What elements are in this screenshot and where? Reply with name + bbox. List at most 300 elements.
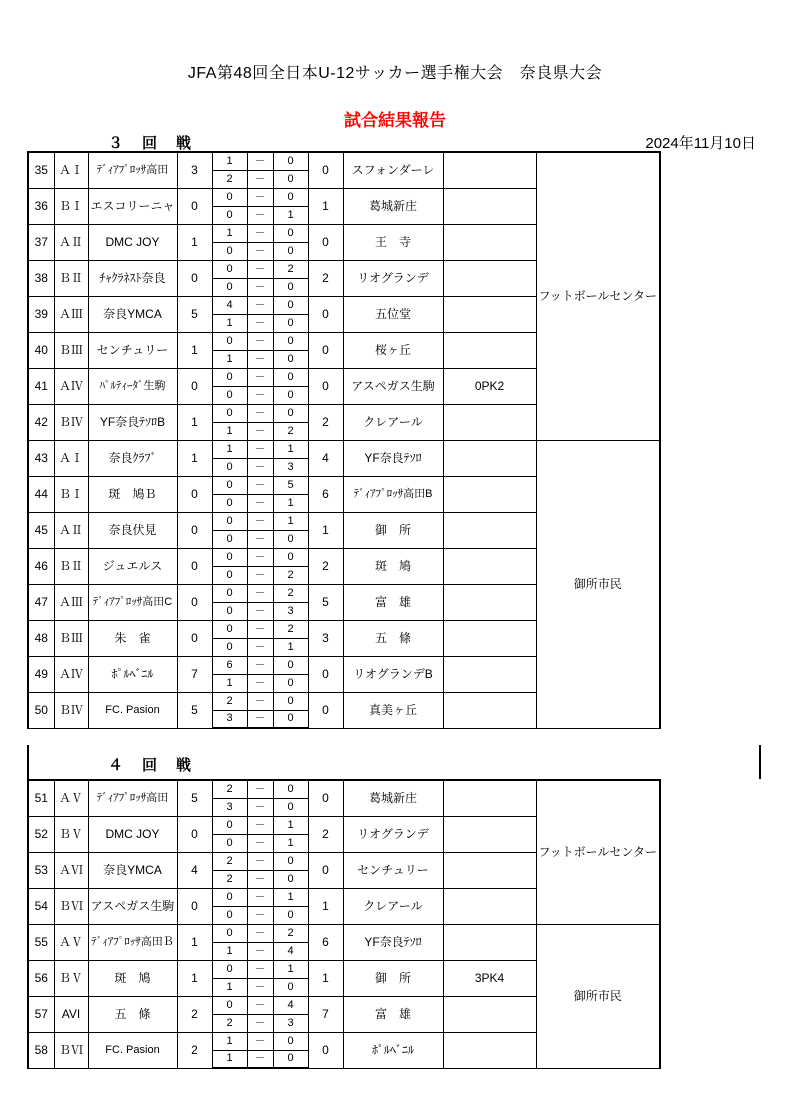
home-total-score: 7 [177, 656, 212, 692]
away-total-score: 4 [308, 440, 343, 476]
away-second-half-score: 0 [273, 1050, 308, 1068]
away-first-half-score: 1 [273, 440, 308, 458]
home-second-half-score: 1 [212, 674, 247, 692]
away-first-half-score: 0 [273, 548, 308, 566]
home-total-score: 3 [177, 152, 212, 188]
match-date: 2024年11月10日 [645, 135, 756, 152]
group-label: ＢⅡ [54, 548, 88, 584]
away-first-half-score: 0 [273, 780, 308, 798]
home-second-half-score: 2 [212, 170, 247, 188]
group-label: ＡⅣ [54, 656, 88, 692]
score-dash: － [247, 978, 273, 996]
match-number: 39 [28, 296, 54, 332]
away-second-half-score: 0 [273, 710, 308, 728]
pk-note [443, 656, 536, 692]
document-title: JFA第48回全日本U-12サッカー選手権大会 奈良県大会 [187, 65, 603, 82]
home-second-half-score: 2 [212, 1014, 247, 1032]
away-first-half-score: 0 [273, 404, 308, 422]
away-first-half-score: 0 [273, 852, 308, 870]
away-total-score: 1 [308, 512, 343, 548]
away-total-score: 2 [308, 816, 343, 852]
away-team: 富 雄 [343, 996, 443, 1032]
away-team: 斑 鳩 [343, 548, 443, 584]
home-first-half-score: 0 [212, 404, 247, 422]
home-team: センチュリー [88, 332, 177, 368]
score-dash: － [247, 188, 273, 206]
home-second-half-score: 1 [212, 314, 247, 332]
away-team: 真美ヶ丘 [343, 692, 443, 728]
group-label: ＢⅢ [54, 332, 88, 368]
match-row [28, 780, 660, 798]
away-first-half-score: 1 [273, 816, 308, 834]
away-team: 御 所 [343, 960, 443, 996]
pk-note [443, 296, 536, 332]
group-label: ＡⅠ [54, 152, 88, 188]
pk-note [443, 852, 536, 888]
match-number: 44 [28, 476, 54, 512]
score-dash: － [247, 870, 273, 888]
home-total-score: 1 [177, 332, 212, 368]
group-label: ＡⅢ [54, 296, 88, 332]
away-second-half-score: 0 [273, 170, 308, 188]
home-team: エスコリーニャ [88, 188, 177, 224]
away-team: リオグランデ [343, 260, 443, 296]
away-team: ﾎﾟﾙﾍﾞﾆﾙ [343, 1032, 443, 1068]
group-label: ＢⅤ [54, 960, 88, 996]
score-dash: － [247, 566, 273, 584]
home-team: アスペガス生駒 [88, 888, 177, 924]
match-number: 55 [28, 924, 54, 960]
home-team: ジュエルス [88, 548, 177, 584]
away-second-half-score: 3 [273, 602, 308, 620]
away-second-half-score: 2 [273, 422, 308, 440]
pk-note [443, 584, 536, 620]
home-team: 奈良伏見 [88, 512, 177, 548]
pk-note [443, 512, 536, 548]
pk-note [443, 404, 536, 440]
home-second-half-score: 0 [212, 278, 247, 296]
away-second-half-score: 1 [273, 206, 308, 224]
home-team: DMC JOY [88, 816, 177, 852]
match-number: 49 [28, 656, 54, 692]
home-second-half-score: 1 [212, 978, 247, 996]
score-dash: － [247, 458, 273, 476]
home-team: FC. Pasion [88, 692, 177, 728]
score-dash: － [247, 942, 273, 960]
score-dash: － [247, 386, 273, 404]
home-team: FC. Pasion [88, 1032, 177, 1068]
away-team: 五位堂 [343, 296, 443, 332]
home-total-score: 5 [177, 692, 212, 728]
round-4-heading: ４ 回 戦 [108, 757, 194, 774]
away-first-half-score: 0 [273, 296, 308, 314]
match-number: 37 [28, 224, 54, 260]
home-total-score: 0 [177, 548, 212, 584]
match-number: 53 [28, 852, 54, 888]
away-first-half-score: 0 [273, 1032, 308, 1050]
away-team: 王 寺 [343, 224, 443, 260]
match-number: 38 [28, 260, 54, 296]
home-total-score: 0 [177, 368, 212, 404]
home-first-half-score: 0 [212, 260, 247, 278]
away-first-half-score: 1 [273, 512, 308, 530]
away-total-score: 0 [308, 296, 343, 332]
score-dash: － [247, 278, 273, 296]
home-second-half-score: 0 [212, 602, 247, 620]
away-second-half-score: 0 [273, 278, 308, 296]
group-label: AVI [54, 996, 88, 1032]
match-row [28, 924, 660, 942]
away-total-score: 2 [308, 260, 343, 296]
match-number: 48 [28, 620, 54, 656]
home-first-half-score: 1 [212, 1032, 247, 1050]
away-team: リオグランデB [343, 656, 443, 692]
home-team: 奈良ｸﾗﾌﾞ [88, 440, 177, 476]
score-dash: － [247, 674, 273, 692]
score-dash: － [247, 996, 273, 1014]
pk-note [443, 780, 536, 816]
pk-note [443, 816, 536, 852]
score-dash: － [247, 440, 273, 458]
score-dash: － [247, 692, 273, 710]
home-team: ﾃﾞｨｱﾌﾟﾛｯｻ高田 [88, 780, 177, 816]
away-second-half-score: 0 [273, 798, 308, 816]
round-4-results-table [27, 779, 661, 1069]
score-dash: － [247, 224, 273, 242]
home-team: ﾁｬｸﾗﾈｽﾄ奈良 [88, 260, 177, 296]
score-dash: － [247, 710, 273, 728]
home-first-half-score: 0 [212, 996, 247, 1014]
match-number: 52 [28, 816, 54, 852]
away-second-half-score: 0 [273, 350, 308, 368]
home-second-half-score: 1 [212, 942, 247, 960]
score-dash: － [247, 512, 273, 530]
away-first-half-score: 0 [273, 188, 308, 206]
score-dash: － [247, 798, 273, 816]
group-label: ＡⅢ [54, 584, 88, 620]
away-total-score: 0 [308, 692, 343, 728]
away-total-score: 0 [308, 332, 343, 368]
report-subtitle: 試合結果報告 [344, 111, 446, 130]
score-dash: － [247, 170, 273, 188]
home-second-half-score: 1 [212, 1050, 247, 1068]
match-row [28, 152, 660, 170]
away-first-half-score: 2 [273, 924, 308, 942]
away-total-score: 3 [308, 620, 343, 656]
pk-note: 0PK2 [443, 368, 536, 404]
home-total-score: 2 [177, 1032, 212, 1068]
home-second-half-score: 0 [212, 386, 247, 404]
away-first-half-score: 0 [273, 692, 308, 710]
home-first-half-score: 4 [212, 296, 247, 314]
home-first-half-score: 0 [212, 188, 247, 206]
venue: 御所市民 [536, 440, 660, 728]
home-team: 奈良YMCA [88, 296, 177, 332]
home-second-half-score: 0 [212, 834, 247, 852]
home-team: ﾎﾟﾙﾍﾞﾆﾙ [88, 656, 177, 692]
match-number: 47 [28, 584, 54, 620]
score-dash: － [247, 152, 273, 170]
match-number: 56 [28, 960, 54, 996]
away-second-half-score: 0 [273, 674, 308, 692]
score-dash: － [247, 260, 273, 278]
home-team: 斑 鳩 [88, 960, 177, 996]
home-first-half-score: 0 [212, 512, 247, 530]
away-second-half-score: 0 [273, 530, 308, 548]
home-second-half-score: 0 [212, 206, 247, 224]
home-total-score: 1 [177, 224, 212, 260]
score-dash: － [247, 834, 273, 852]
away-total-score: 0 [308, 152, 343, 188]
home-total-score: 0 [177, 620, 212, 656]
group-label: ＡⅡ [54, 224, 88, 260]
away-second-half-score: 0 [273, 314, 308, 332]
away-team: クレアール [343, 888, 443, 924]
pk-note [443, 188, 536, 224]
home-first-half-score: 0 [212, 476, 247, 494]
away-second-half-score: 4 [273, 942, 308, 960]
pk-note [443, 548, 536, 584]
away-team: YF奈良ﾃｿﾛ [343, 440, 443, 476]
away-total-score: 7 [308, 996, 343, 1032]
home-total-score: 4 [177, 852, 212, 888]
score-dash: － [247, 368, 273, 386]
match-number: 41 [28, 368, 54, 404]
match-number: 36 [28, 188, 54, 224]
home-total-score: 1 [177, 924, 212, 960]
away-second-half-score: 2 [273, 566, 308, 584]
pk-note [443, 260, 536, 296]
score-dash: － [247, 584, 273, 602]
away-team: ﾃﾞｨｱﾌﾟﾛｯｻ高田B [343, 476, 443, 512]
home-total-score: 0 [177, 188, 212, 224]
home-first-half-score: 0 [212, 888, 247, 906]
away-team: スフォンダーレ [343, 152, 443, 188]
home-total-score: 0 [177, 584, 212, 620]
group-label: ＢⅥ [54, 1032, 88, 1068]
venue: 御所市民 [536, 924, 660, 1068]
group-label: ＢⅣ [54, 404, 88, 440]
score-dash: － [247, 548, 273, 566]
home-first-half-score: 1 [212, 440, 247, 458]
home-team: ﾃﾞｨｱﾌﾟﾛｯｻ高田 [88, 152, 177, 188]
home-total-score: 0 [177, 888, 212, 924]
away-total-score: 0 [308, 780, 343, 816]
home-second-half-score: 0 [212, 906, 247, 924]
home-first-half-score: 2 [212, 780, 247, 798]
away-team: 桜ヶ丘 [343, 332, 443, 368]
away-second-half-score: 1 [273, 494, 308, 512]
score-dash: － [247, 422, 273, 440]
match-number: 46 [28, 548, 54, 584]
home-second-half-score: 0 [212, 566, 247, 584]
home-total-score: 5 [177, 296, 212, 332]
score-dash: － [247, 530, 273, 548]
score-dash: － [247, 314, 273, 332]
away-team: 葛城新庄 [343, 188, 443, 224]
score-dash: － [247, 296, 273, 314]
away-first-half-score: 2 [273, 620, 308, 638]
score-dash: － [247, 888, 273, 906]
match-number: 45 [28, 512, 54, 548]
pk-note [443, 888, 536, 924]
score-dash: － [247, 602, 273, 620]
home-first-half-score: 0 [212, 816, 247, 834]
home-second-half-score: 2 [212, 870, 247, 888]
score-dash: － [247, 494, 273, 512]
group-label: ＡⅠ [54, 440, 88, 476]
away-first-half-score: 2 [273, 260, 308, 278]
group-label: ＡⅥ [54, 852, 88, 888]
home-first-half-score: 6 [212, 656, 247, 674]
home-second-half-score: 3 [212, 798, 247, 816]
away-team: 五 條 [343, 620, 443, 656]
away-second-half-score: 0 [273, 978, 308, 996]
home-team: ﾃﾞｨｱﾌﾟﾛｯｻ高田C [88, 584, 177, 620]
away-first-half-score: 5 [273, 476, 308, 494]
away-total-score: 0 [308, 224, 343, 260]
away-team: 御 所 [343, 512, 443, 548]
score-dash: － [247, 404, 273, 422]
score-dash: － [247, 852, 273, 870]
match-number: 40 [28, 332, 54, 368]
round-3-heading: ３ 回 戦 [108, 135, 194, 152]
away-second-half-score: 3 [273, 1014, 308, 1032]
match-number: 42 [28, 404, 54, 440]
group-label: ＢⅣ [54, 692, 88, 728]
group-label: ＢⅠ [54, 476, 88, 512]
away-first-half-score: 0 [273, 152, 308, 170]
group-label: ＢⅤ [54, 816, 88, 852]
score-dash: － [247, 206, 273, 224]
home-team: 朱 雀 [88, 620, 177, 656]
pk-note [443, 692, 536, 728]
group-label: ＢⅥ [54, 888, 88, 924]
pk-note [443, 924, 536, 960]
score-dash: － [247, 816, 273, 834]
home-team: 五 條 [88, 996, 177, 1032]
away-second-half-score: 0 [273, 870, 308, 888]
away-first-half-score: 0 [273, 656, 308, 674]
away-total-score: 0 [308, 368, 343, 404]
home-second-half-score: 0 [212, 458, 247, 476]
home-second-half-score: 0 [212, 530, 247, 548]
home-team: 奈良YMCA [88, 852, 177, 888]
away-team: 富 雄 [343, 584, 443, 620]
match-number: 51 [28, 780, 54, 816]
pk-note [443, 620, 536, 656]
home-team: 斑 鳩Ｂ [88, 476, 177, 512]
venue: フットボールセンター [536, 780, 660, 924]
away-team: 葛城新庄 [343, 780, 443, 816]
away-team: YF奈良ﾃｿﾛ [343, 924, 443, 960]
score-dash: － [247, 476, 273, 494]
match-number: 35 [28, 152, 54, 188]
home-total-score: 1 [177, 960, 212, 996]
home-second-half-score: 3 [212, 710, 247, 728]
away-total-score: 0 [308, 852, 343, 888]
home-first-half-score: 0 [212, 548, 247, 566]
home-second-half-score: 1 [212, 350, 247, 368]
home-first-half-score: 0 [212, 924, 247, 942]
away-team: センチュリー [343, 852, 443, 888]
home-first-half-score: 0 [212, 960, 247, 978]
away-first-half-score: 0 [273, 224, 308, 242]
home-total-score: 5 [177, 780, 212, 816]
away-total-score: 2 [308, 548, 343, 584]
away-team: リオグランデ [343, 816, 443, 852]
pk-note [443, 224, 536, 260]
home-second-half-score: 0 [212, 638, 247, 656]
home-first-half-score: 1 [212, 152, 247, 170]
score-dash: － [247, 350, 273, 368]
match-number: 43 [28, 440, 54, 476]
away-total-score: 6 [308, 924, 343, 960]
score-dash: － [247, 620, 273, 638]
home-total-score: 0 [177, 260, 212, 296]
match-row [28, 440, 660, 458]
away-first-half-score: 2 [273, 584, 308, 602]
venue: フットボールセンター [536, 152, 660, 440]
away-first-half-score: 1 [273, 888, 308, 906]
home-first-half-score: 0 [212, 332, 247, 350]
home-team: ﾃﾞｨｱﾌﾟﾛｯｻ高田Ｂ [88, 924, 177, 960]
home-first-half-score: 0 [212, 620, 247, 638]
pk-note [443, 332, 536, 368]
home-team: YF奈良ﾃｿﾛB [88, 404, 177, 440]
match-number: 50 [28, 692, 54, 728]
home-first-half-score: 0 [212, 584, 247, 602]
home-team: DMC JOY [88, 224, 177, 260]
home-total-score: 1 [177, 404, 212, 440]
pk-note [443, 152, 536, 188]
away-second-half-score: 0 [273, 386, 308, 404]
away-total-score: 1 [308, 888, 343, 924]
away-total-score: 6 [308, 476, 343, 512]
home-total-score: 0 [177, 476, 212, 512]
away-first-half-score: 0 [273, 368, 308, 386]
away-first-half-score: 0 [273, 332, 308, 350]
pk-note [443, 476, 536, 512]
score-dash: － [247, 780, 273, 798]
group-label: ＡⅡ [54, 512, 88, 548]
home-first-half-score: 1 [212, 224, 247, 242]
match-number: 57 [28, 996, 54, 1032]
away-team: クレアール [343, 404, 443, 440]
home-second-half-score: 0 [212, 242, 247, 260]
home-second-half-score: 1 [212, 422, 247, 440]
away-total-score: 2 [308, 404, 343, 440]
away-first-half-score: 4 [273, 996, 308, 1014]
home-total-score: 1 [177, 440, 212, 476]
home-first-half-score: 2 [212, 852, 247, 870]
away-total-score: 0 [308, 1032, 343, 1068]
pk-note [443, 996, 536, 1032]
away-second-half-score: 0 [273, 906, 308, 924]
group-label: ＢⅡ [54, 260, 88, 296]
match-number: 54 [28, 888, 54, 924]
pk-note: 3PK4 [443, 960, 536, 996]
away-second-half-score: 0 [273, 242, 308, 260]
pk-note [443, 440, 536, 476]
home-second-half-score: 0 [212, 494, 247, 512]
score-dash: － [247, 638, 273, 656]
score-dash: － [247, 242, 273, 260]
group-label: ＢⅠ [54, 188, 88, 224]
score-dash: － [247, 906, 273, 924]
away-second-half-score: 3 [273, 458, 308, 476]
away-second-half-score: 1 [273, 834, 308, 852]
